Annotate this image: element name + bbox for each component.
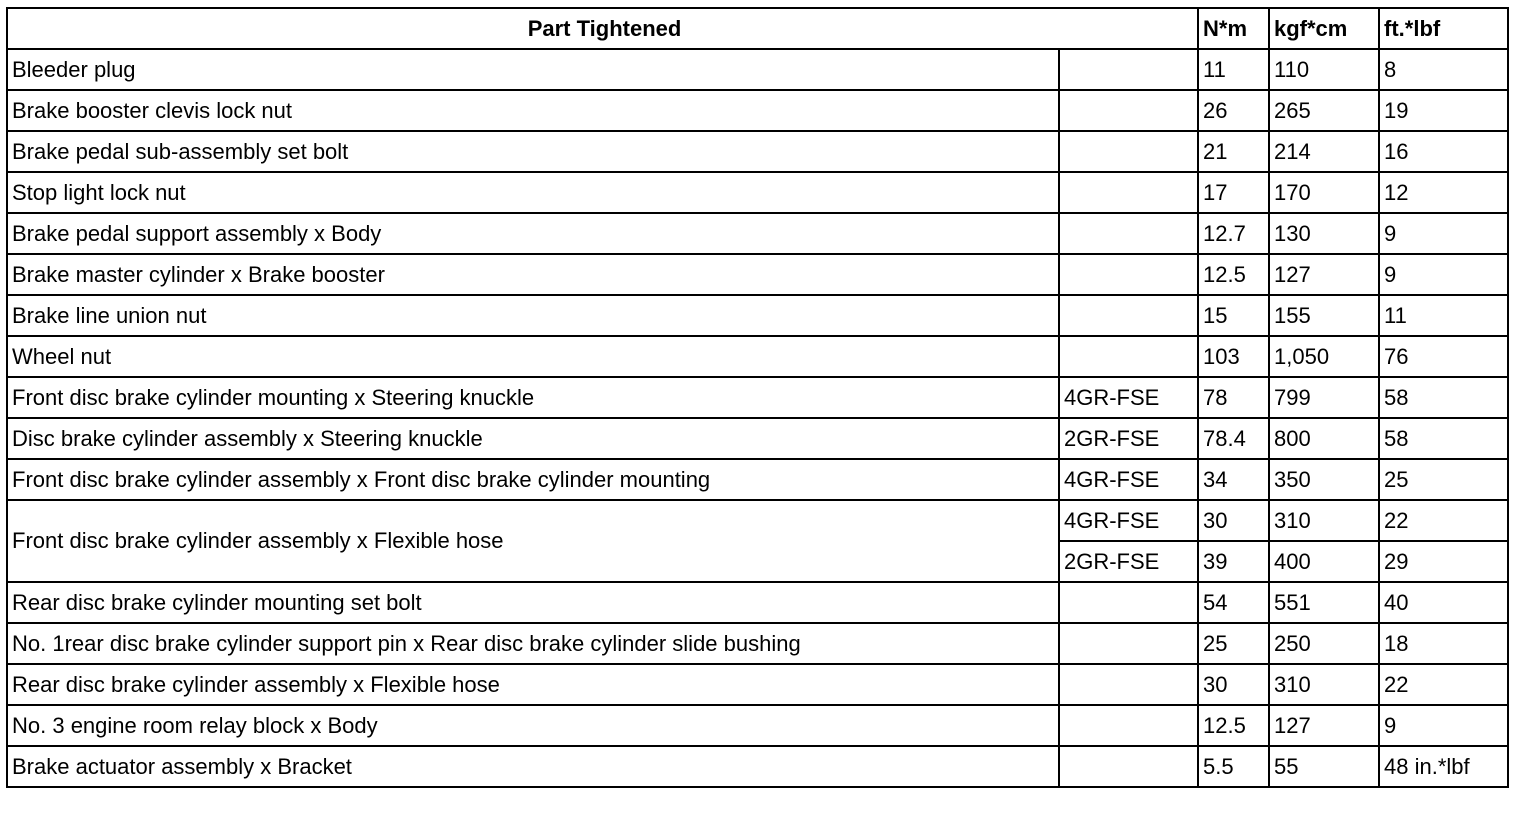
torque-ftlbf-cell: 76 bbox=[1379, 336, 1508, 377]
torque-nm-cell: 30 bbox=[1198, 500, 1269, 541]
engine-note-cell bbox=[1059, 336, 1198, 377]
table-row bbox=[7, 49, 1508, 90]
torque-nm-cell: 5.5 bbox=[1198, 746, 1269, 787]
torque-ftlbf-cell: 22 bbox=[1379, 500, 1508, 541]
part-name-cell: Brake pedal sub-assembly set bolt bbox=[7, 131, 1059, 172]
torque-kgfcm-cell: 250 bbox=[1269, 623, 1379, 664]
torque-kgfcm-cell: 214 bbox=[1269, 131, 1379, 172]
torque-ftlbf-cell: 9 bbox=[1379, 705, 1508, 746]
torque-ftlbf-cell: 9 bbox=[1379, 213, 1508, 254]
torque-ftlbf-cell: 16 bbox=[1379, 131, 1508, 172]
torque-kgfcm-cell: 127 bbox=[1269, 705, 1379, 746]
engine-note-cell: 4GR-FSE bbox=[1059, 377, 1198, 418]
engine-note-cell: 2GR-FSE bbox=[1059, 541, 1198, 582]
table-row bbox=[7, 746, 1508, 787]
torque-nm-cell: 54 bbox=[1198, 582, 1269, 623]
part-name-cell: Rear disc brake cylinder assembly x Flexible hose bbox=[7, 664, 1059, 705]
table-row bbox=[7, 418, 1508, 459]
header-part-tightened: Part Tightened bbox=[7, 8, 1198, 49]
torque-ftlbf-cell: 58 bbox=[1379, 377, 1508, 418]
table-row bbox=[7, 500, 1508, 541]
torque-nm-cell: 39 bbox=[1198, 541, 1269, 582]
torque-ftlbf-cell: 12 bbox=[1379, 172, 1508, 213]
torque-ftlbf-cell: 8 bbox=[1379, 49, 1508, 90]
table-row bbox=[7, 172, 1508, 213]
engine-note-cell bbox=[1059, 254, 1198, 295]
torque-nm-cell: 103 bbox=[1198, 336, 1269, 377]
torque-kgfcm-cell: 799 bbox=[1269, 377, 1379, 418]
part-name-cell: Wheel nut bbox=[7, 336, 1059, 377]
part-name-cell: Stop light lock nut bbox=[7, 172, 1059, 213]
engine-note-cell: 4GR-FSE bbox=[1059, 500, 1198, 541]
torque-nm-cell: 34 bbox=[1198, 459, 1269, 500]
engine-note-cell bbox=[1059, 49, 1198, 90]
torque-ftlbf-cell: 29 bbox=[1379, 541, 1508, 582]
engine-note-cell: 4GR-FSE bbox=[1059, 459, 1198, 500]
torque-kgfcm-cell: 400 bbox=[1269, 541, 1379, 582]
part-name-cell: Front disc brake cylinder mounting x Steering knuckle bbox=[7, 377, 1059, 418]
torque-ftlbf-cell: 18 bbox=[1379, 623, 1508, 664]
torque-ftlbf-cell: 9 bbox=[1379, 254, 1508, 295]
part-name-cell: Disc brake cylinder assembly x Steering knuckle bbox=[7, 418, 1059, 459]
header-kgfcm: kgf*cm bbox=[1269, 8, 1379, 49]
torque-ftlbf-cell: 40 bbox=[1379, 582, 1508, 623]
engine-note-cell bbox=[1059, 172, 1198, 213]
table-row bbox=[7, 90, 1508, 131]
torque-ftlbf-cell: 58 bbox=[1379, 418, 1508, 459]
engine-note-cell bbox=[1059, 705, 1198, 746]
torque-kgfcm-cell: 110 bbox=[1269, 49, 1379, 90]
torque-nm-cell: 25 bbox=[1198, 623, 1269, 664]
part-name-cell: No. 3 engine room relay block x Body bbox=[7, 705, 1059, 746]
torque-kgfcm-cell: 310 bbox=[1269, 500, 1379, 541]
torque-spec-table bbox=[6, 7, 1509, 788]
engine-note-cell bbox=[1059, 623, 1198, 664]
table-row bbox=[7, 131, 1508, 172]
part-name-cell: Brake pedal support assembly x Body bbox=[7, 213, 1059, 254]
torque-kgfcm-cell: 155 bbox=[1269, 295, 1379, 336]
engine-note-cell bbox=[1059, 131, 1198, 172]
header-ftlbf: ft.*lbf bbox=[1379, 8, 1508, 49]
table-row bbox=[7, 295, 1508, 336]
torque-nm-cell: 78.4 bbox=[1198, 418, 1269, 459]
torque-nm-cell: 30 bbox=[1198, 664, 1269, 705]
torque-kgfcm-cell: 800 bbox=[1269, 418, 1379, 459]
part-name-cell: Brake line union nut bbox=[7, 295, 1059, 336]
torque-nm-cell: 12.7 bbox=[1198, 213, 1269, 254]
torque-kgfcm-cell: 127 bbox=[1269, 254, 1379, 295]
part-name-cell: No. 1rear disc brake cylinder support pin x Rear disc brake cylinder slide bushing bbox=[7, 623, 1059, 664]
torque-nm-cell: 15 bbox=[1198, 295, 1269, 336]
torque-nm-cell: 12.5 bbox=[1198, 254, 1269, 295]
torque-ftlbf-cell: 22 bbox=[1379, 664, 1508, 705]
part-name-cell: Brake master cylinder x Brake booster bbox=[7, 254, 1059, 295]
header-nm: N*m bbox=[1198, 8, 1269, 49]
part-name-cell: Front disc brake cylinder assembly x Flexible hose bbox=[7, 500, 1059, 582]
torque-ftlbf-cell: 25 bbox=[1379, 459, 1508, 500]
header-row bbox=[7, 8, 1508, 49]
torque-kgfcm-cell: 265 bbox=[1269, 90, 1379, 131]
part-name-cell: Rear disc brake cylinder mounting set bolt bbox=[7, 582, 1059, 623]
torque-kgfcm-cell: 1,050 bbox=[1269, 336, 1379, 377]
torque-nm-cell: 26 bbox=[1198, 90, 1269, 131]
engine-note-cell bbox=[1059, 746, 1198, 787]
torque-nm-cell: 78 bbox=[1198, 377, 1269, 418]
engine-note-cell bbox=[1059, 213, 1198, 254]
torque-nm-cell: 11 bbox=[1198, 49, 1269, 90]
table-row bbox=[7, 664, 1508, 705]
engine-note-cell bbox=[1059, 582, 1198, 623]
torque-ftlbf-cell: 48 in.*lbf bbox=[1379, 746, 1508, 787]
engine-note-cell bbox=[1059, 295, 1198, 336]
table-row bbox=[7, 377, 1508, 418]
table-row bbox=[7, 459, 1508, 500]
table-row bbox=[7, 336, 1508, 377]
table-row bbox=[7, 213, 1508, 254]
part-name-cell: Front disc brake cylinder assembly x Front disc brake cylinder mounting bbox=[7, 459, 1059, 500]
engine-note-cell bbox=[1059, 90, 1198, 131]
torque-kgfcm-cell: 350 bbox=[1269, 459, 1379, 500]
torque-kgfcm-cell: 170 bbox=[1269, 172, 1379, 213]
torque-kgfcm-cell: 551 bbox=[1269, 582, 1379, 623]
part-name-cell: Brake actuator assembly x Bracket bbox=[7, 746, 1059, 787]
table-row bbox=[7, 582, 1508, 623]
torque-nm-cell: 17 bbox=[1198, 172, 1269, 213]
torque-kgfcm-cell: 55 bbox=[1269, 746, 1379, 787]
table-row bbox=[7, 254, 1508, 295]
part-name-cell: Bleeder plug bbox=[7, 49, 1059, 90]
engine-note-cell bbox=[1059, 664, 1198, 705]
torque-ftlbf-cell: 11 bbox=[1379, 295, 1508, 336]
torque-kgfcm-cell: 310 bbox=[1269, 664, 1379, 705]
torque-nm-cell: 21 bbox=[1198, 131, 1269, 172]
torque-nm-cell: 12.5 bbox=[1198, 705, 1269, 746]
table-row bbox=[7, 705, 1508, 746]
part-name-cell: Brake booster clevis lock nut bbox=[7, 90, 1059, 131]
torque-kgfcm-cell: 130 bbox=[1269, 213, 1379, 254]
table-row bbox=[7, 623, 1508, 664]
engine-note-cell: 2GR-FSE bbox=[1059, 418, 1198, 459]
torque-ftlbf-cell: 19 bbox=[1379, 90, 1508, 131]
